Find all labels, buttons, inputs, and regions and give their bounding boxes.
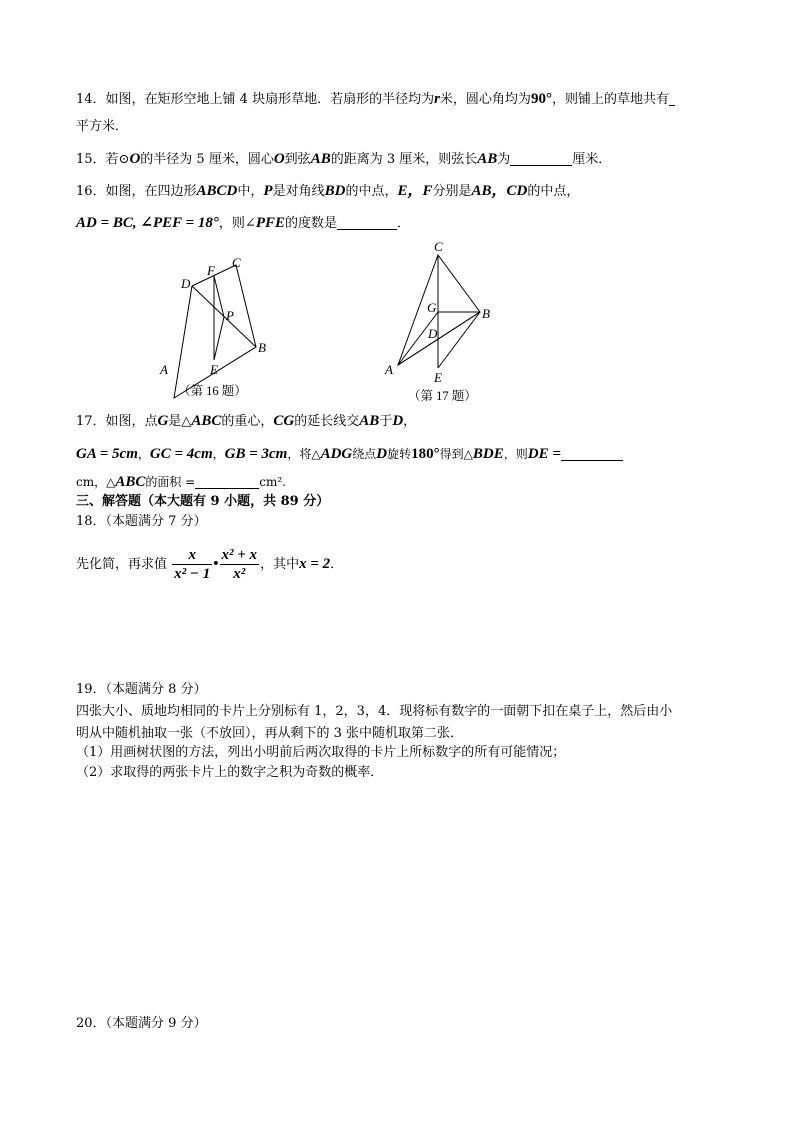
q14-text-line2: 平方米． <box>76 119 129 134</box>
q16-p: P <box>263 183 273 199</box>
q15-text-b: 的半径为 5 厘米，圆心 <box>140 152 274 167</box>
q15-text-e: 为 <box>497 152 511 167</box>
q17-gc: GC = 4cm <box>149 446 213 462</box>
q18-title: 18．（本题满分 7 分） <box>76 514 207 529</box>
q17-ga: GA = 5cm <box>76 446 138 462</box>
label-e: E <box>210 362 218 377</box>
q17-d2: D <box>376 446 388 462</box>
q16-ef: E，F <box>397 183 433 199</box>
q18-text-a: 先化简，再求值 <box>76 557 168 572</box>
q16-text-i: ． <box>397 216 411 231</box>
q16-text-h: 的度数是 <box>285 216 338 231</box>
fraction-1-numerator: x <box>172 546 212 565</box>
label-b: B <box>482 306 490 321</box>
q16-text-f: 的中点， <box>527 184 580 199</box>
q17-g: G <box>157 413 169 429</box>
label-e: E <box>434 370 442 385</box>
q17-line2 <box>76 445 623 463</box>
segment-ep <box>214 317 224 360</box>
q16-condition: AD = BC, ∠PEF = 18° <box>76 215 219 231</box>
q17-sep-2: ， <box>212 447 225 461</box>
segment-ab <box>398 312 480 365</box>
q17-text-c: 的重心， <box>221 414 274 429</box>
q16-bd: BD <box>324 183 346 199</box>
multiply-dot: • <box>213 556 219 572</box>
q17-de-blank <box>561 446 623 461</box>
fraction-2-numerator: x² + x <box>221 547 258 563</box>
label-p: P <box>226 308 234 323</box>
q17-line1 <box>76 412 416 431</box>
q16-answer-blank <box>337 215 397 230</box>
q16-text-c: 是对角线 <box>272 184 325 199</box>
q19-line2: 明从中随机抽取一张（不放回），再从剩下的 3 张中随机取第二张． <box>76 726 464 741</box>
label-d: D <box>181 276 191 291</box>
label-a: A <box>160 362 168 377</box>
q18-text-b: ，其中 <box>260 557 300 572</box>
q20-title: 20．（本题满分 9 分） <box>76 1016 207 1031</box>
fraction-2-denominator: x² <box>233 566 246 582</box>
q17-degree: 180° <box>411 446 440 462</box>
q17-sep-1: ， <box>137 447 150 461</box>
q19-line1: 四张大小、质地均相同的卡片上分别标有 1，2，3，4．现将标有数字的一面朝下扣在桌子上，然后由小 <box>76 704 673 719</box>
label-c: C <box>232 255 241 270</box>
q16-pfe: PFE <box>255 215 286 231</box>
q18-condition: x = 2 <box>299 556 331 572</box>
q19-part2: （2）求取得的两张卡片上的数字之积为奇数的概率． <box>76 765 384 780</box>
label-c: C <box>434 239 443 254</box>
q17-text-h: ，将△ <box>287 447 321 461</box>
q16-text-e: 分别是 <box>432 184 472 199</box>
q17-text-a: 17．如图，点 <box>76 414 158 429</box>
fraction-1-denominator: x² − 1 <box>174 566 211 582</box>
q19-title: 19．（本题满分 8 分） <box>76 682 207 697</box>
q17-text-j: 旋转 <box>387 447 412 461</box>
q17-text-n: 的面积 = <box>145 475 196 489</box>
figure-17 <box>380 240 510 405</box>
label-b: B <box>258 340 266 355</box>
q17-d: D <box>392 413 404 429</box>
q15-text-c: 到弦 <box>284 152 311 167</box>
q18-expression <box>76 546 343 583</box>
q15-answer-blank <box>510 151 572 166</box>
q14-radius: r <box>434 91 440 107</box>
fraction-1 <box>172 546 212 583</box>
q17-cg: CG <box>273 413 295 429</box>
q17-ab: AB <box>359 413 380 429</box>
q17-text-i: 绕点 <box>352 447 377 461</box>
figure-16 <box>150 250 280 400</box>
q15-o2: O <box>273 151 285 167</box>
q17-text-o: cm². <box>259 475 286 489</box>
q14-answer-blank <box>669 91 675 106</box>
q15-ab1: AB <box>310 151 331 167</box>
label-f: F <box>207 263 215 278</box>
q17-text-e: 于 <box>379 414 393 429</box>
q16-line1 <box>76 182 579 201</box>
q15-o1: O <box>129 151 141 167</box>
q17-de: DE = <box>527 446 561 462</box>
q16-text-a: 16．如图，在四边形 <box>76 184 197 199</box>
label-d: D <box>428 326 438 341</box>
q17-abc2: ABC <box>115 474 146 490</box>
q14-text-a: 14．如图，在矩形空地上铺 4 块扇形草地．若扇形的半径均为 <box>76 92 435 107</box>
q14-line1 <box>76 90 675 109</box>
q15-text-f: 厘米． <box>572 152 612 167</box>
q16-abcd: ABCD <box>196 183 238 199</box>
q16-text-d: 的中点， <box>345 184 398 199</box>
q14-line2 <box>76 118 128 136</box>
section-3-heading: 三、解答题（本大题有 9 小题，共 89 分） <box>76 494 330 509</box>
q18-text-c: ． <box>330 557 344 572</box>
q14-text-c: ，则铺上的草地共有 <box>551 92 669 107</box>
q17-adg: ADG <box>320 446 353 462</box>
segment-eb <box>438 312 480 368</box>
label-a: A <box>385 362 393 377</box>
q14-text-b: 米，圆心角均为 <box>439 92 531 107</box>
figure-17-caption: （第 17 题） <box>408 389 477 403</box>
q17-bde: BDE <box>472 446 504 462</box>
q16-ab-cd: AB，CD <box>471 183 528 199</box>
label-g: G <box>427 300 437 315</box>
q17-text-k: 得到△ <box>439 447 473 461</box>
segment-fp <box>214 276 224 317</box>
q14-angle: 90° <box>530 91 552 107</box>
q15-ab2: AB <box>477 151 498 167</box>
q17-text-l: ，则 <box>503 447 528 461</box>
q16-text-b: 中， <box>237 184 264 199</box>
q16-text-g: ，则∠ <box>218 216 256 231</box>
q17-text-f: ， <box>403 414 417 429</box>
q17-gb: GB = 3cm <box>224 446 288 462</box>
q17-area-blank <box>195 474 259 489</box>
fraction-2 <box>220 546 260 583</box>
q15-line <box>76 150 611 169</box>
q17-abc: ABC <box>191 413 222 429</box>
q15-text-d: 的距离为 3 厘米，则弦长 <box>330 152 478 167</box>
figure-16-caption: （第 16 题） <box>178 384 247 398</box>
q15-text-a: 15．若⊙ <box>76 152 130 167</box>
q17-text-m: cm，△ <box>76 475 116 489</box>
q19-part1: （1）用画树状图的方法，列出小明前后两次取得的卡片上所标数字的所有可能情况； <box>76 745 566 760</box>
q16-line2 <box>76 214 410 233</box>
q17-line3 <box>76 473 286 491</box>
q17-text-b: 是△ <box>168 414 192 429</box>
q17-text-d: 的延长线交 <box>294 414 360 429</box>
